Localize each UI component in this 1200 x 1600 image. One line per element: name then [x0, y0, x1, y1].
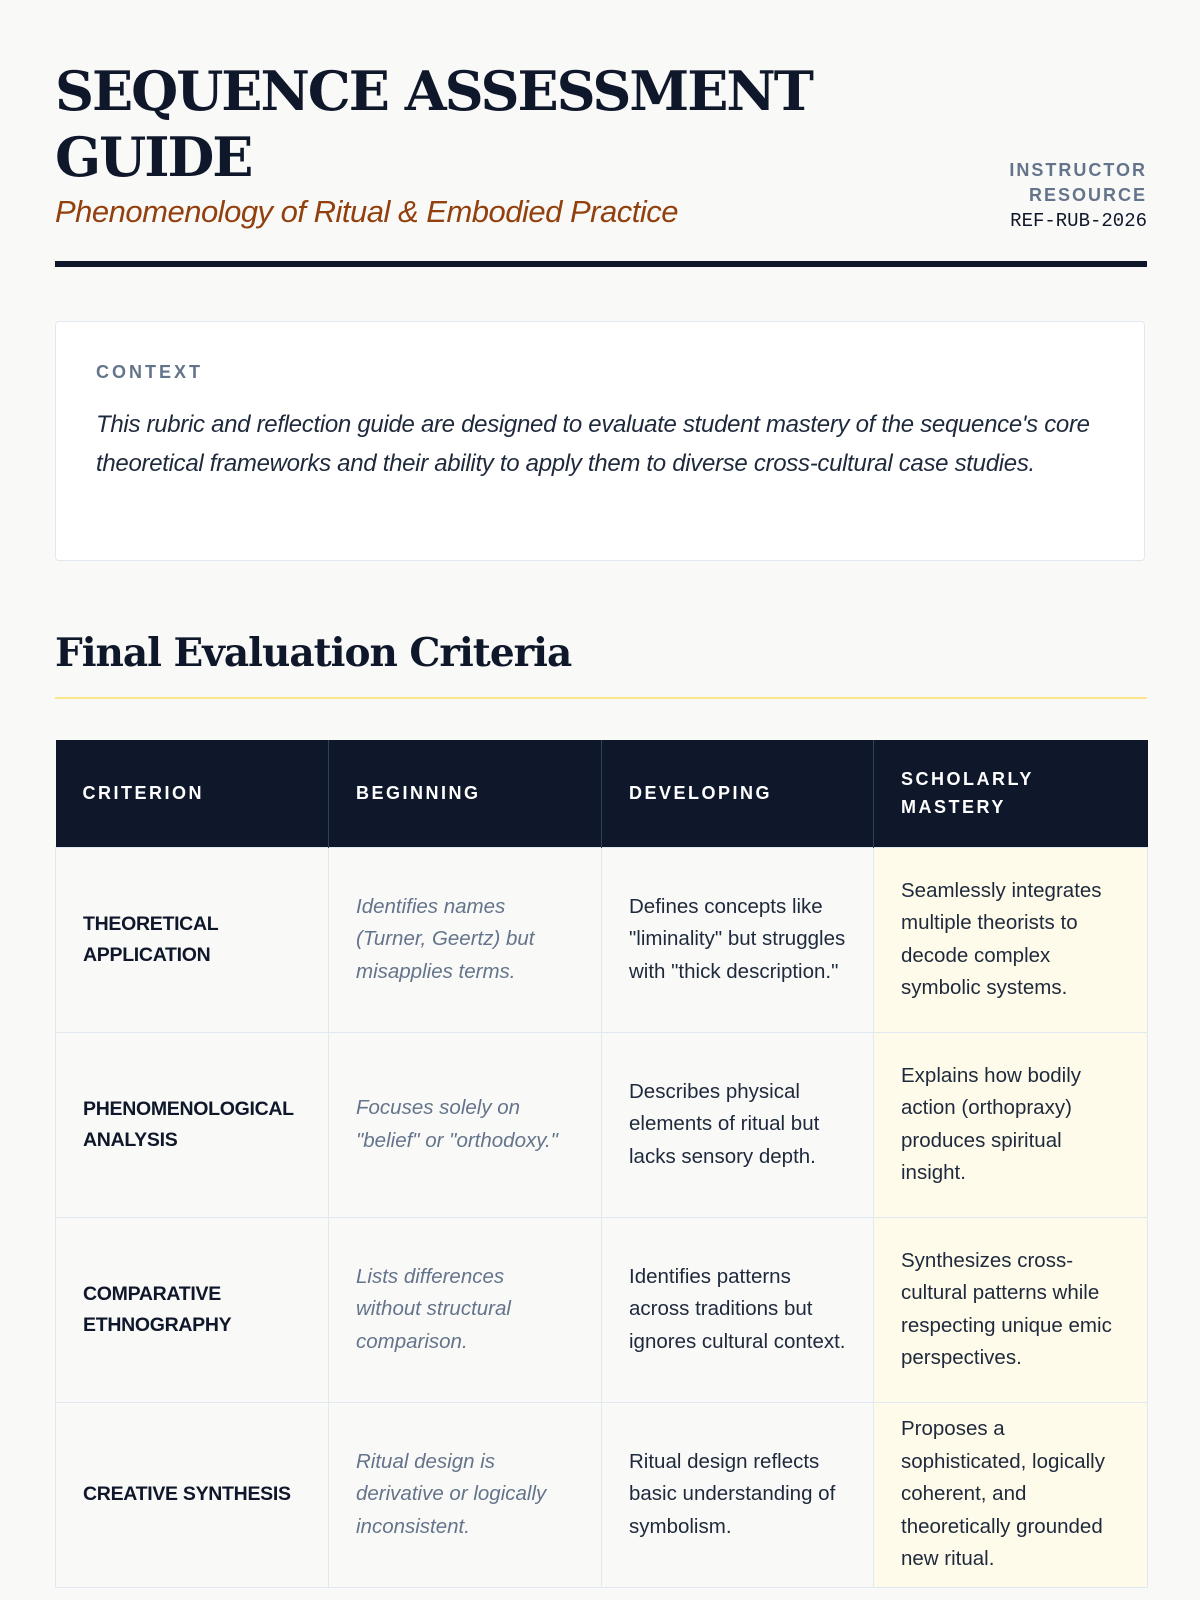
beginning-cell: Ritual design is derivative or logically inconsistent.	[329, 1402, 602, 1587]
column-header-beginning: BEGINNING	[329, 740, 602, 847]
table-row	[56, 1032, 1148, 1217]
developing-cell: Ritual design reflects basic understanding of symbolism.	[602, 1402, 874, 1587]
page-title: SEQUENCE ASSESSMENT GUIDE	[55, 59, 812, 189]
table-header-row	[56, 740, 1148, 847]
developing-cell: Describes physical elements of ritual but lacks sensory depth.	[602, 1032, 874, 1217]
criterion-cell: PHENOMENOLOGICAL ANALYSIS	[56, 1032, 329, 1217]
page-header	[55, 58, 1147, 230]
section-title: Final Evaluation Criteria	[55, 630, 572, 676]
beginning-cell: Lists differences without structural comparison.	[329, 1217, 602, 1402]
criterion-cell: CREATIVE SYNTHESIS	[56, 1402, 329, 1587]
criterion-cell: THEORETICAL APPLICATION	[56, 847, 329, 1032]
mastery-cell: Synthesizes cross-cultural patterns while respecting unique emic perspectives.	[874, 1217, 1148, 1402]
header-divider	[55, 261, 1147, 267]
section-divider	[55, 697, 1147, 699]
mastery-cell: Proposes a sophisticated, logically coherent, and theoretically grounded new ritual.	[874, 1402, 1148, 1587]
table-row	[56, 1217, 1148, 1402]
developing-cell: Defines concepts like "liminality" but struggles with "thick description."	[602, 847, 874, 1032]
context-card	[55, 321, 1145, 561]
criterion-cell: COMPARATIVE ETHNOGRAPHY	[56, 1217, 329, 1402]
context-text: This rubric and reflection guide are designed to evaluate student mastery of the sequence's core theoretical frameworks and their ability to apply them to diverse cross-cultural case studies.	[96, 411, 1090, 477]
rubric-table	[55, 740, 1148, 1588]
mastery-cell: Seamlessly integrates multiple theorists to decode complex symbolic systems.	[874, 847, 1148, 1032]
document-meta	[1007, 158, 1147, 232]
table-row	[56, 1402, 1148, 1587]
column-header-mastery: SCHOLARLY MASTERY	[874, 740, 1148, 847]
reference-code: REF-RUB-2026	[1010, 210, 1147, 232]
beginning-cell: Focuses solely on "belief" or "orthodoxy."	[329, 1032, 602, 1217]
mastery-cell: Explains how bodily action (orthopraxy) produces spiritual insight.	[874, 1032, 1148, 1217]
meta-label: INSTRUCTOR RESOURCE	[1009, 160, 1147, 205]
column-header-developing: DEVELOPING	[602, 740, 874, 847]
developing-cell: Identifies patterns across traditions but ignores cultural context.	[602, 1217, 874, 1402]
page-subtitle: Phenomenology of Ritual & Embodied Practice	[55, 194, 678, 229]
context-label: CONTEXT	[96, 362, 204, 382]
table-row	[56, 847, 1148, 1032]
beginning-cell: Identifies names (Turner, Geertz) but misapplies terms.	[329, 847, 602, 1032]
column-header-criterion: CRITERION	[56, 740, 329, 847]
